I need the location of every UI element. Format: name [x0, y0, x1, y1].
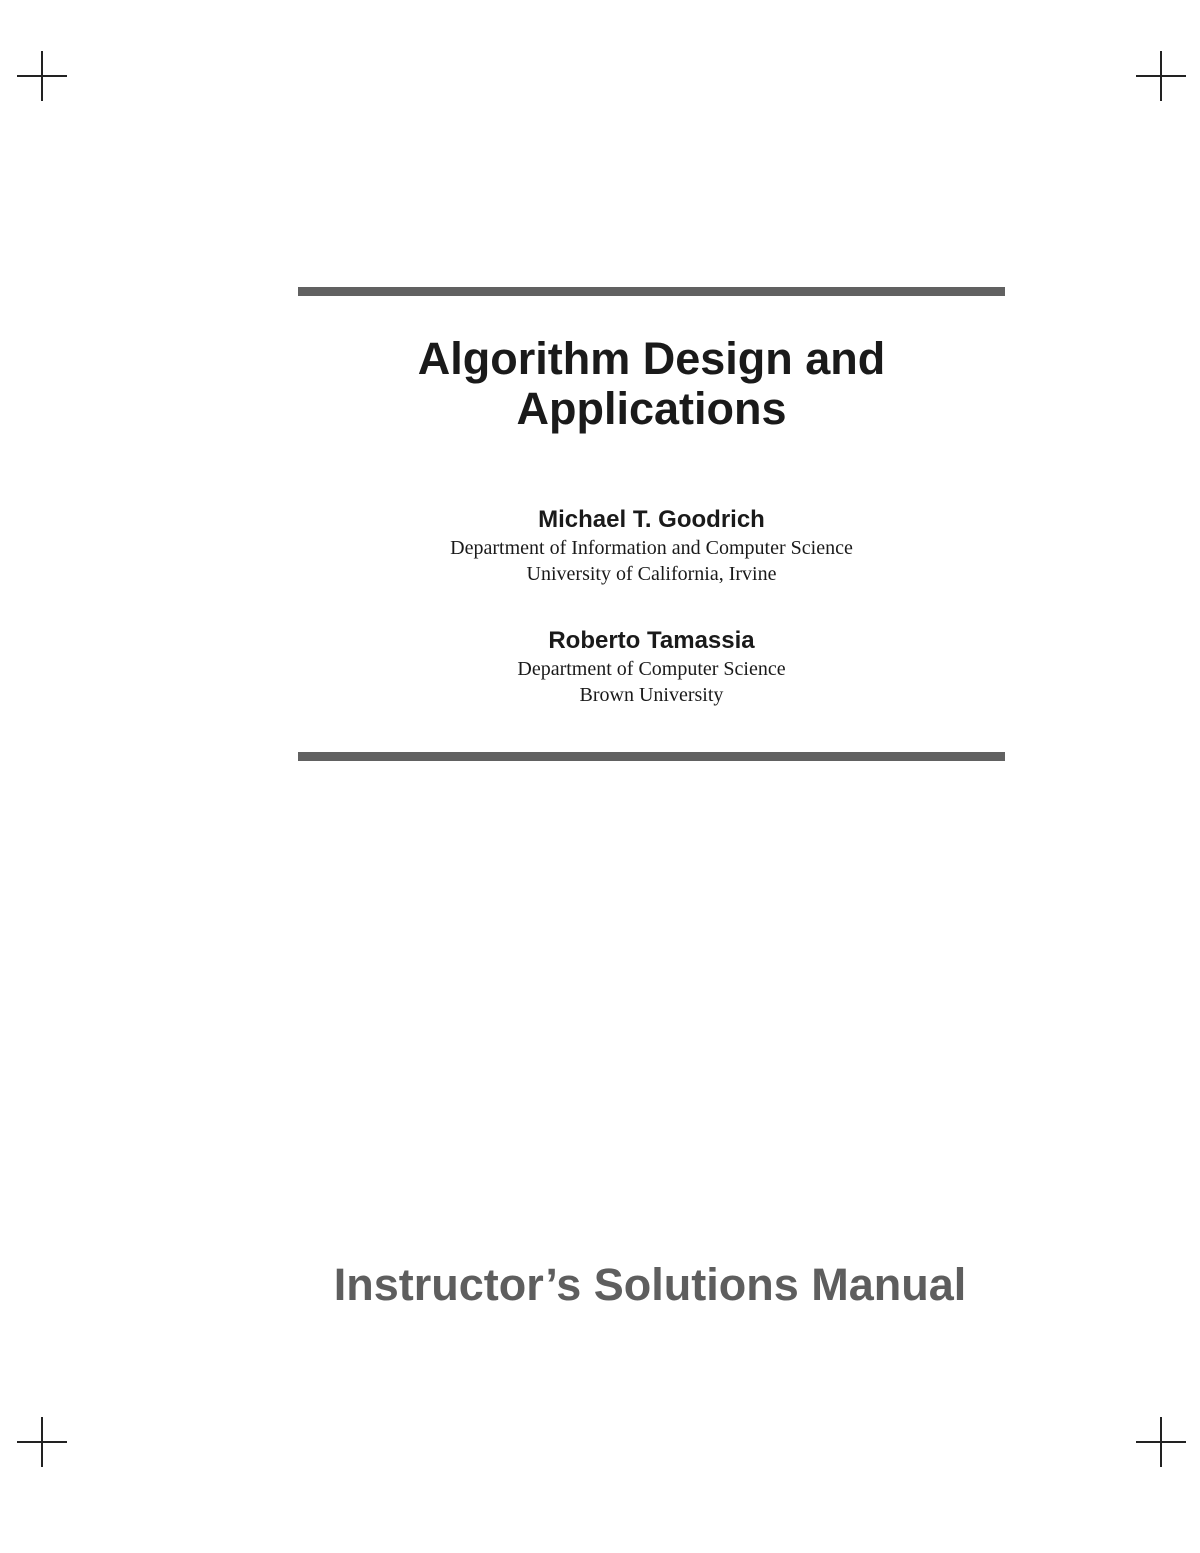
crop-mark-bottom-left	[17, 1417, 67, 1467]
book-title-line-2: Applications	[516, 383, 787, 434]
author-name: Michael T. Goodrich	[538, 506, 765, 533]
bottom-rule	[298, 752, 1005, 761]
top-rule	[298, 287, 1005, 296]
author-university: University of California, Irvine	[526, 563, 777, 585]
crop-mark-top-right	[1136, 51, 1186, 101]
manual-subtitle: Instructor’s Solutions Manual	[333, 1259, 967, 1310]
author-university: Brown University	[579, 684, 724, 706]
author-tamassia	[298, 626, 1005, 708]
crop-mark-top-left	[17, 51, 67, 101]
author-name: Roberto Tamassia	[548, 627, 755, 654]
book-title-line-1: Algorithm Design and	[417, 333, 886, 384]
book-title	[298, 334, 1005, 434]
author-department: Department of Computer Science	[517, 658, 786, 680]
author-goodrich	[298, 505, 1005, 587]
author-department: Department of Information and Computer Science	[450, 537, 853, 559]
crop-mark-bottom-right	[1136, 1417, 1186, 1467]
